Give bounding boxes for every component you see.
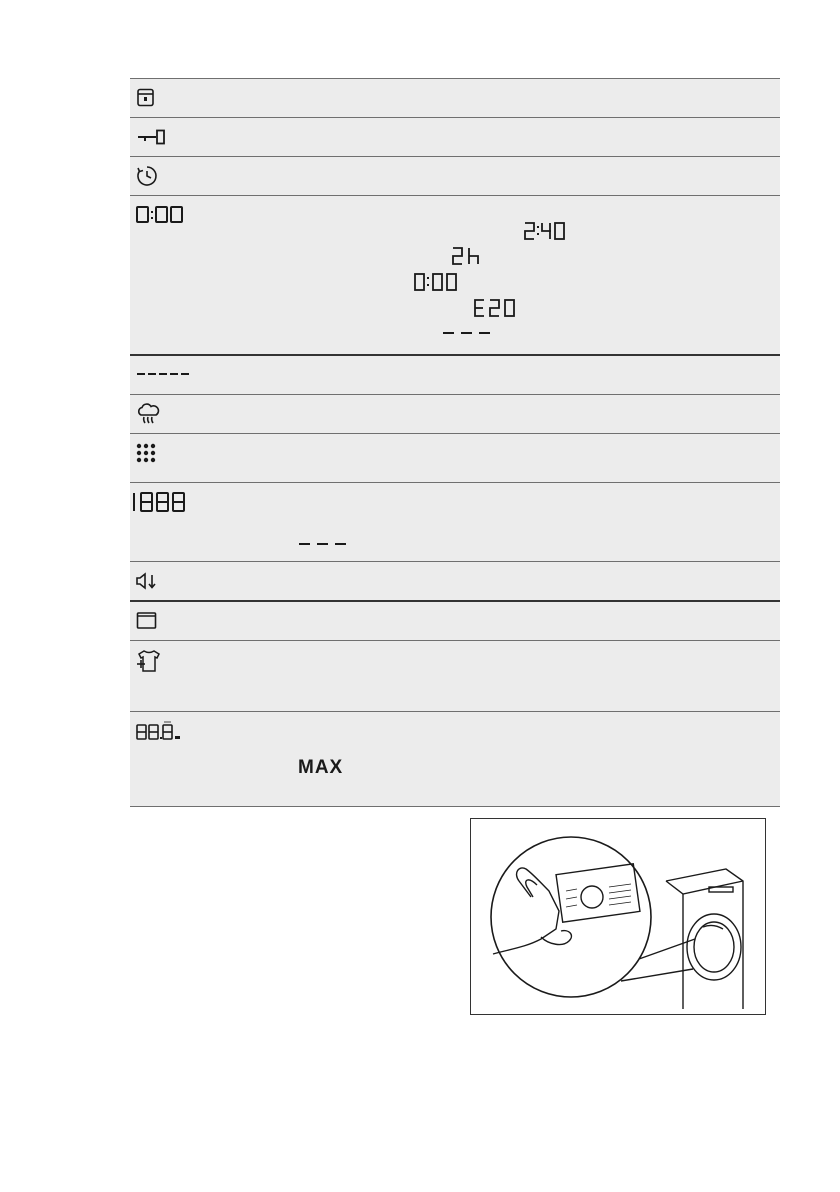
table-row xyxy=(130,600,780,640)
spin-speed-display-icon xyxy=(132,491,188,513)
sound-off-icon xyxy=(136,571,158,591)
table-row xyxy=(130,711,780,807)
table-row xyxy=(130,78,780,117)
add-garment-icon xyxy=(136,649,160,673)
load-weight-display-icon xyxy=(136,720,186,742)
max-load-label: MAX xyxy=(298,757,344,778)
table-row xyxy=(130,482,780,561)
display-value-0-00-icon xyxy=(414,272,458,292)
rating-plate-hand-illustration xyxy=(471,819,765,1014)
stain-dots-icon xyxy=(136,443,158,465)
time-display-icon xyxy=(136,205,184,225)
child-lock-key-icon xyxy=(136,128,168,146)
table-row xyxy=(130,640,780,711)
door-lock-icon xyxy=(136,88,156,108)
display-value-dashes-icon xyxy=(442,328,492,338)
drum-empty-icon xyxy=(136,611,158,631)
display-value-2-40-icon xyxy=(524,221,566,241)
table-row xyxy=(130,195,780,354)
display-value-2h-icon xyxy=(452,246,484,266)
table-row xyxy=(130,117,780,156)
table-row xyxy=(130,561,780,600)
display-value-e20-icon xyxy=(474,298,518,318)
display-value-dashes-icon xyxy=(298,539,350,549)
steam-cloud-icon xyxy=(136,403,160,425)
rating-plate-figure xyxy=(470,818,766,1015)
table-row xyxy=(130,354,780,394)
table-row xyxy=(130,156,780,195)
display-symbols-table xyxy=(130,78,780,807)
table-row xyxy=(130,394,780,433)
delay-start-clock-icon xyxy=(136,165,158,187)
table-row xyxy=(130,433,780,482)
program-progress-dashes-icon xyxy=(136,370,192,378)
